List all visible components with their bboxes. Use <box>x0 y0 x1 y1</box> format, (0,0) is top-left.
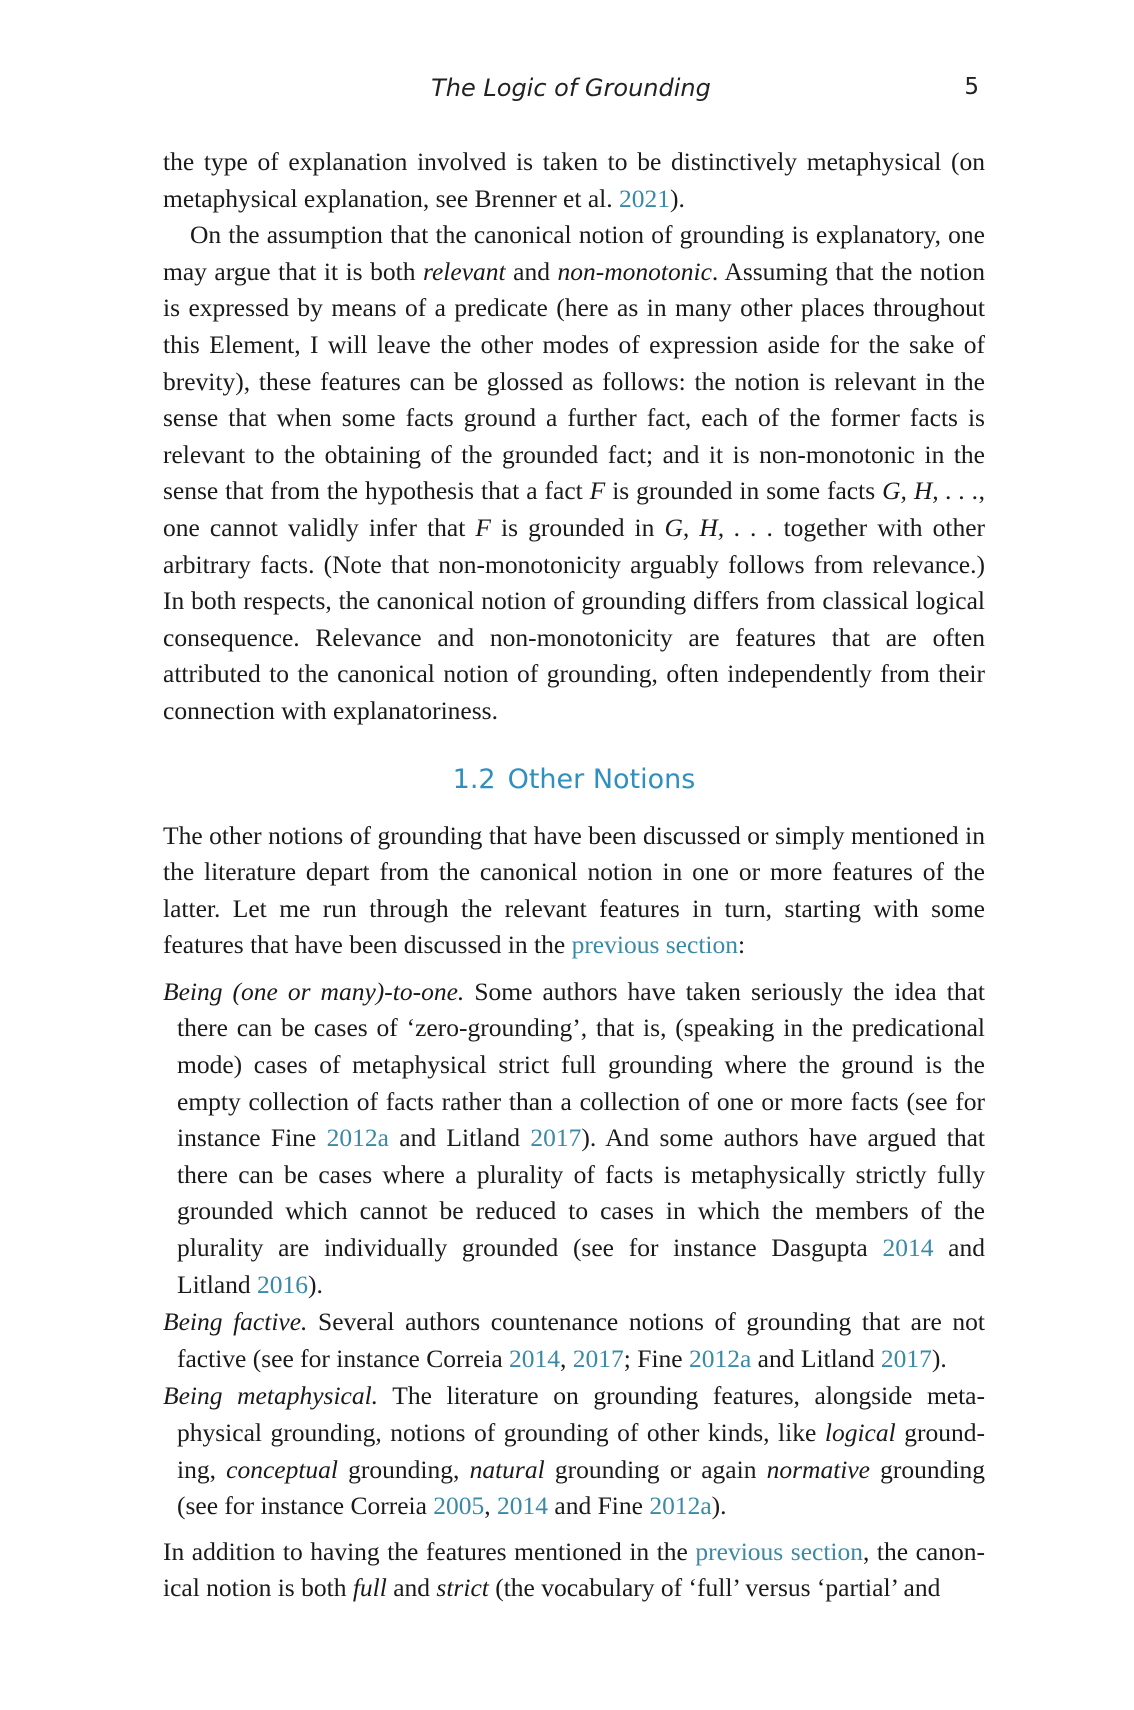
previous-section-link[interactable]: previous section <box>571 930 738 960</box>
text-span: (the vocabulary of ‘full’ versus ‘partial’ and <box>488 1573 941 1603</box>
text-span: , <box>484 1491 498 1521</box>
text-span: and Fine <box>548 1491 650 1521</box>
citation-link[interactable]: 2017 <box>880 1343 932 1373</box>
emphasis: conceptual <box>226 1454 339 1484</box>
previous-section-link[interactable]: previous section <box>695 1536 863 1566</box>
text-span: ). <box>711 1491 727 1521</box>
section-title: Other Notions <box>507 763 696 795</box>
text-span: , the canonical notion is both <box>163 1536 985 1603</box>
text-span: and <box>386 1573 437 1603</box>
text-span: ). <box>308 1269 323 1299</box>
text-span: and Litland <box>388 1123 531 1153</box>
text-span: On the assumption that the canonical notion of grounding is explanatory, one may argue that it is both <box>163 220 985 286</box>
emphasis: strict <box>436 1573 489 1603</box>
paragraph-2 <box>163 217 985 729</box>
emphasis: logical <box>824 1418 896 1447</box>
citation-link[interactable]: 2014 <box>497 1491 549 1521</box>
emphasis: non-monotonic <box>557 256 712 286</box>
text-span: Some authors have taken seriously the idea that there can be cases of ‘zero-grounding’, that is, (speaking in the predicational mode) cases of metaphysical strict full grounding where the ground is the empty collection of facts rather than a collection of one or more facts (see for instance Fine <box>177 976 985 1153</box>
text-span: The literature on grounding features, alongside metaphysical grounding, notions of grounding of other kinds, like <box>177 1381 985 1447</box>
math-variable: G, H, . . . <box>882 476 979 506</box>
math-variable: F <box>589 476 606 506</box>
running-head-title: The Logic of Grounding <box>431 74 711 102</box>
paragraph-4 <box>163 1534 985 1607</box>
citation-link[interactable]: 2017 <box>572 1343 624 1373</box>
text-span: is grounded in some facts <box>605 476 883 506</box>
text-span: and <box>505 256 558 286</box>
text-span: grounding, <box>338 1454 470 1484</box>
paragraph-1 <box>163 144 985 217</box>
math-variable: G, H, . . . <box>664 512 774 542</box>
text-span: grounding or again <box>544 1454 767 1484</box>
emphasis: natural <box>469 1454 545 1484</box>
list-item <box>163 1378 985 1524</box>
page-number: 5 <box>964 74 979 100</box>
text-span: : <box>738 930 746 960</box>
text-span: , one cannot validly infer that <box>163 476 985 542</box>
emphasis: relevant <box>423 256 506 286</box>
text-span: ). And some authors have argued that there can be cases where a plurality of facts is metaphysically strictly fully grounded which cannot be reduced to cases in which the members of the plurality are individually grounded (see for instance Dasgupta <box>177 1123 986 1263</box>
citation-link[interactable]: 2012a <box>688 1343 752 1373</box>
section-heading <box>163 762 985 798</box>
list-item <box>163 1304 985 1377</box>
text-span: The other notions of grounding that have been discussed or simply mentioned in the literature depart from the canonical notion in one or more features of the latter. Let me run through the relevant features in turn, starting with some features that have been discussed in the <box>163 820 985 960</box>
running-head <box>163 74 979 114</box>
text-span: grounding (see for instance Correia <box>177 1454 986 1521</box>
text-span: Several authors countenance notions of grounding that are not factive (see for instance Correia <box>177 1307 985 1373</box>
citation-link[interactable]: 2014 <box>882 1233 934 1263</box>
math-variable: F <box>475 512 491 542</box>
text-span: ). <box>670 183 685 213</box>
citation-link[interactable]: 2016 <box>257 1269 309 1299</box>
citation-link[interactable]: 2021 <box>619 183 670 213</box>
list-item-term: Being (one or many)-to-one. <box>163 976 465 1006</box>
list-item-term: Being metaphysical. <box>163 1381 379 1411</box>
text-span: . Assuming that the notion is expressed by means of a predicate (here as in many other places throughout this Element, I will leave the other modes of expression aside for the sake of brevity), these features can be glossed as follows: the notion is relevant in the sense that when some facts ground a further fact, each of the former facts is relevant to the obtaining of the grounded fact; and it is non-monotonic in the sense that from the hypothesis that a fact <box>163 256 985 506</box>
text-span: and Litland <box>177 1233 985 1299</box>
emphasis: full <box>352 1573 387 1603</box>
citation-link[interactable]: 2012a <box>326 1123 389 1153</box>
citation-link[interactable]: 2017 <box>530 1123 582 1153</box>
emphasis: normative <box>766 1454 871 1484</box>
citation-link[interactable]: 2012a <box>649 1491 712 1521</box>
citation-link[interactable]: 2005 <box>433 1491 485 1521</box>
feature-list <box>163 974 985 1525</box>
citation-link[interactable]: 2014 <box>509 1343 561 1373</box>
text-span: is grounded in <box>490 512 665 542</box>
text-span: ; Fine <box>623 1343 689 1373</box>
text-span: ). <box>931 1343 947 1373</box>
list-item-term: Being factive. <box>163 1307 308 1337</box>
text-span: grounding, <box>177 1418 985 1484</box>
section-number: 1.2 <box>452 763 496 795</box>
text-span: In addition to having the features mentioned in the <box>163 1536 696 1566</box>
text-span: together with other arbitrary facts. (Note that non-monotonicity arguably follows from relevance.) In both respects, the canonical notion of grounding differs from classical logical consequence. Relevance and non-monotonicity are features that are often attributed to the canonical notion of grounding, often independently from their connection with explanatoriness. <box>163 512 985 725</box>
list-item <box>163 974 985 1303</box>
text-span: and Litland <box>751 1343 881 1373</box>
page-body <box>163 144 985 1607</box>
text-span: the type of explanation involved is taken to be distinctively metaphysical (on metaphysical explanation, see Brenner et al. <box>163 147 985 213</box>
paragraph-3 <box>163 818 985 964</box>
text-span: , <box>560 1343 573 1373</box>
